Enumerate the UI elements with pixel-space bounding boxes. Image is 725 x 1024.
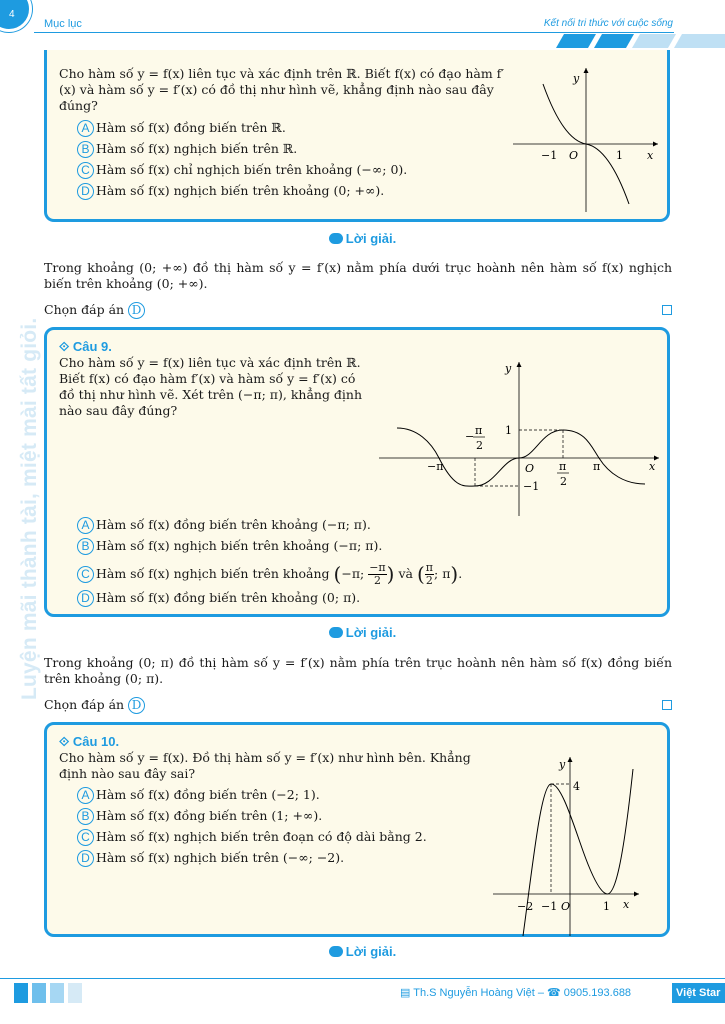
q8-y-label: y [573, 72, 580, 85]
footer-brand: Việt Star [672, 983, 725, 1003]
q8-graph [513, 62, 663, 214]
q10-graph [487, 753, 667, 938]
q9-pi-half-num: π [559, 460, 567, 473]
q9-solution-text: Trong khoảng (0; π) đồ thị hàm số y = f′(x) nằm phía trên trục hoành nên hàm số f(x) đồng biến trên khoảng (0; π). [44, 655, 672, 686]
q9-y-label: y [505, 362, 512, 375]
q8-tick-neg1: −1 [541, 149, 558, 162]
q9-pi-half-den: 2 [560, 475, 567, 488]
q9-end-square-icon [662, 700, 672, 710]
q10-y-label: y [559, 758, 566, 771]
q9-option-b[interactable]: B Hàm số f(x) nghịch biến trên khoảng (−π; π). [77, 538, 382, 555]
document-icon: ▤ [400, 987, 411, 999]
header-divider [34, 32, 674, 33]
q9-x-label: x [649, 460, 656, 473]
q8-option-d[interactable]: D Hàm số f(x) nghịch biến trên khoảng (0; +∞). [77, 183, 384, 200]
q9-origin-label: O [525, 462, 535, 475]
q8-origin-label: O [569, 149, 579, 162]
q9-tick-1: 1 [505, 424, 512, 437]
q10-option-a[interactable]: A Hàm số f(x) đồng biến trên (−2; 1). [77, 787, 320, 804]
footer-author: Th.S Nguyễn Hoàng Việt [413, 987, 535, 999]
q9-neg-pi-half-sign: − [465, 430, 475, 443]
q8-x-label: x [647, 149, 654, 162]
question-8-text: Cho hàm số y = f(x) liên tục và xác định trên ℝ. Biết f(x) có đạo hàm f′(x) và hàm số y = f′(x) có đồ thị như hình vẽ, khẳng định nào sau đây đúng? [59, 66, 505, 113]
q8-option-a[interactable]: A Hàm số f(x) đồng biến trên ℝ. [77, 120, 286, 137]
q9-neg-pi-half-num: π [475, 424, 483, 437]
diamond-arrows-icon: ⟐ [59, 339, 70, 354]
q9-solution-heading: Lời giải. [0, 625, 725, 640]
q8-solution-heading: Lời giải. [0, 231, 725, 246]
q10-option-d[interactable]: D Hàm số f(x) nghịch biến trên (−∞; −2). [77, 850, 344, 867]
footer-contact: ▤ Th.S Nguyễn Hoàng Việt – ☎ 0905.193.688 [400, 987, 632, 999]
q8-solution-text: Trong khoảng (0; +∞) đồ thị hàm số y = f′(x) nằm phía dưới trục hoành nên hàm số f(x) nghịch biến trên khoảng (0; +∞). [44, 260, 672, 291]
question-9-box [44, 327, 670, 617]
side-watermark: Luyện mãi thành tài, miệt mài tất giỏi. [18, 317, 41, 700]
q9-option-d[interactable]: D Hàm số f(x) đồng biến trên khoảng (0; π). [77, 590, 360, 607]
q10-option-c[interactable]: C Hàm số f(x) nghịch biến trên đoạn có độ dài bằng 2. [77, 829, 427, 846]
header-stripes [556, 34, 725, 48]
chat-bubble-icon [329, 946, 343, 957]
q9-tick-neg1: −1 [523, 480, 540, 493]
q8-end-square-icon [662, 305, 672, 315]
q8-option-c[interactable]: C Hàm số f(x) chỉ nghịch biến trên khoảng (−∞; 0). [77, 162, 407, 179]
q10-tick-neg1: −1 [541, 900, 558, 913]
header-series-title: Kết nối tri thức với cuộc sống [543, 18, 673, 29]
page-number-badge [0, 0, 32, 32]
q10-option-b[interactable]: B Hàm số f(x) đồng biến trên (1; +∞). [77, 808, 322, 825]
q10-solution-heading: Lời giải. [0, 944, 725, 959]
question-10-box [44, 722, 670, 937]
question-9-title: ⟐ Câu 9. [59, 339, 112, 354]
q9-neg-pi-half-den: 2 [476, 439, 483, 452]
footer-phone[interactable]: 0905.193.688 [563, 987, 632, 999]
question-10-text: Cho hàm số y = f(x). Đồ thị hàm số y = f′(x) như hình bên. Khẳng định nào sau đây sai? [59, 750, 471, 781]
phone-icon: ☎ [547, 987, 561, 999]
question-9-text: Cho hàm số y = f(x) liên tục và xác định trên ℝ. Biết f(x) có đạo hàm f′(x) và hàm số y = f′(x) có đồ thị như hình vẽ. Xét trên (−π; π), khẳng định nào sau đây đúng? [59, 355, 363, 418]
chat-bubble-icon [329, 627, 343, 638]
q10-tick-neg2: −2 [517, 900, 534, 913]
q8-option-b[interactable]: B Hàm số f(x) nghịch biến trên ℝ. [77, 141, 297, 158]
footer-divider [0, 978, 725, 979]
header-section-link[interactable]: Mục lục [44, 18, 82, 30]
question-8-box [44, 50, 670, 222]
q9-tick-pi: π [593, 460, 601, 473]
page-number: 4 [9, 9, 15, 20]
q8-tick-1: 1 [616, 149, 623, 162]
q9-tick-neg-pi: −π [427, 460, 444, 473]
diamond-arrows-icon: ⟐ [59, 734, 70, 749]
q10-origin-label: O [561, 900, 571, 913]
chat-bubble-icon [329, 233, 343, 244]
q10-tick-4: 4 [573, 780, 580, 793]
q10-x-label: x [623, 898, 630, 911]
question-10-title: ⟐ Câu 10. [59, 734, 120, 749]
q9-answer: Chọn đáp án D [44, 697, 147, 714]
q9-graph [377, 356, 667, 518]
q9-option-a[interactable]: A Hàm số f(x) đồng biến trên khoảng (−π; π). [77, 517, 371, 534]
q8-answer: Chọn đáp án D [44, 302, 147, 319]
q10-tick-1: 1 [603, 900, 610, 913]
q9-option-c[interactable]: C Hàm số f(x) nghịch biến trên khoảng (−π; $\frac{-\pi}{2}$ ) và ( $\frac{\pi}{2}$ ; π). [77, 562, 462, 587]
